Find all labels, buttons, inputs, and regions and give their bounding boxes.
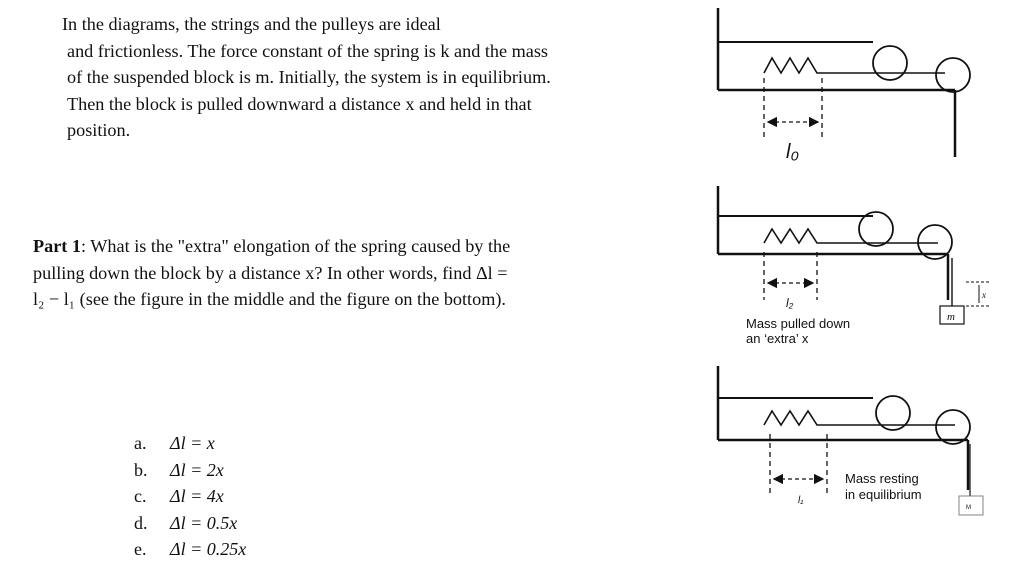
part-line: l₂ − l₁ (see the figure in the middle and the figure on the bottom).: [33, 289, 506, 309]
caption-pulled: Mass pulled down: [746, 316, 851, 331]
spring: [764, 229, 822, 243]
choice-expr: Δl = x: [170, 433, 215, 453]
offset-label-x: x: [982, 290, 986, 300]
intro-line: In the diagrams, the strings and the pulleys are ideal: [62, 14, 441, 34]
choice-expr: Δl = 0.5x: [170, 512, 238, 533]
pulley-corner: [936, 58, 970, 92]
choice-expr: Δl = 0.25x: [170, 539, 247, 560]
mass-label-m: m: [947, 311, 955, 323]
diagram-pulled: [718, 186, 990, 324]
spring: [764, 411, 822, 425]
part-label: Part 1: [33, 236, 81, 256]
part-line-text: : What is the "extra" elongation of the spring caused by the: [80, 236, 511, 256]
length-label-l0: l₀: [786, 141, 799, 163]
intro-line: of the suspended block is m. Initially, the system is in equilibrium.: [67, 67, 551, 87]
diagram-initial: [718, 8, 970, 157]
intro-line: Then the block is pulled downward a distance x and held in that: [67, 93, 532, 114]
part-line: pulling down the block by a distance x? In other words, find Δl =: [33, 262, 508, 283]
intro-line: and frictionless. The force constant of the spring is k and the mass: [67, 40, 549, 61]
spring: [764, 58, 822, 73]
choice-letter: c.: [134, 486, 147, 507]
pulley-fixed: [873, 46, 907, 80]
caption-pulled: an ‘extra’ x: [746, 331, 809, 346]
intro-line: position.: [67, 120, 131, 140]
length-label-l1: l₁: [798, 495, 804, 506]
choice-letter: a.: [134, 433, 147, 453]
length-label-l2: l₂: [786, 296, 794, 310]
choice-expr: Δl = 4x: [170, 486, 224, 507]
caption-equilibrium: in equilibrium: [845, 487, 922, 502]
mass-block: [959, 496, 983, 515]
choice-expr: Δl = 2x: [170, 459, 224, 480]
pulley-fixed: [859, 212, 893, 246]
mass-label-M: M: [966, 505, 971, 511]
choice-letter: e.: [134, 539, 147, 560]
caption-equilibrium: Mass resting: [845, 471, 919, 486]
choice-letter: d.: [134, 512, 148, 533]
choice-letter: b.: [134, 459, 148, 480]
